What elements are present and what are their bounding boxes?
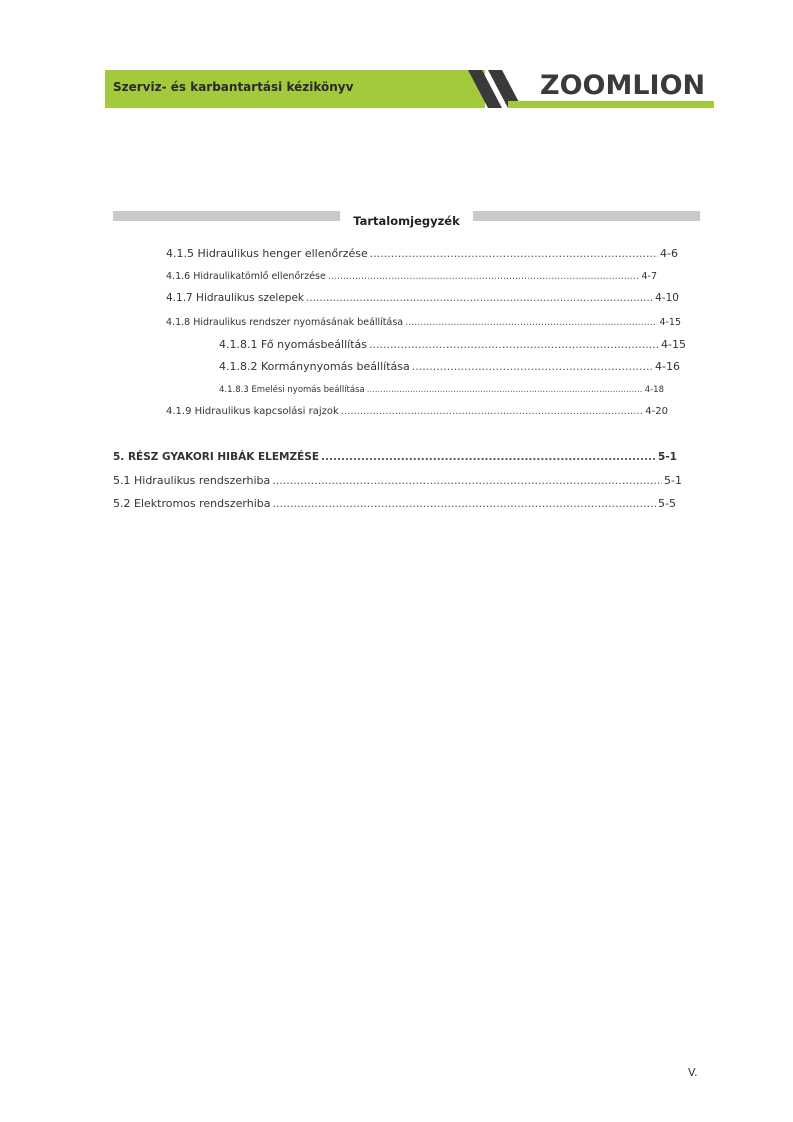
toc-entry-label: 4.1.8.2 Kormánynyomás beállítása (219, 360, 410, 373)
toc-entry-leader (341, 406, 644, 417)
brand-logo: ZOOMLION (540, 70, 706, 101)
toc-entry-leader (328, 271, 640, 282)
toc-entry[interactable] (166, 317, 681, 328)
toc-entry[interactable] (166, 292, 679, 304)
toc-entry-label: 4.1.5 Hidraulikus henger ellenőrzése (166, 247, 368, 260)
toc-entry-label: 4.1.9 Hidraulikus kapcsolási rajzok (166, 406, 339, 417)
toc-entry-page: 5-1 (664, 474, 682, 487)
toc-entry[interactable] (113, 497, 676, 510)
toc-entry-leader (370, 247, 658, 260)
toc-entry-leader (367, 385, 643, 395)
toc-entry-page: 4-20 (645, 406, 668, 417)
toc-entry-leader (405, 317, 657, 328)
toc-entry-label: 4.1.7 Hidraulikus szelepek (166, 292, 305, 304)
toc-entry-leader (369, 338, 659, 351)
toc-entry-label: 5.2 Elektromos rendszerhiba (113, 497, 271, 510)
toc-entry-page: 4-6 (660, 247, 678, 260)
toc-entry-page: 4-7 (641, 271, 657, 282)
manual-title: Szerviz- és karbantartási kézikönyv (113, 80, 354, 94)
toc-entry[interactable] (166, 271, 657, 282)
toc-divider-left (113, 211, 340, 221)
toc-entry-label: 4.1.8 Hidraulikus rendszer nyomásának beállítása (166, 317, 404, 328)
toc-entry-leader (273, 497, 657, 510)
toc-entry[interactable] (219, 385, 664, 395)
toc-entry-leader (412, 360, 653, 373)
toc-entry-page: 4-10 (655, 292, 679, 304)
toc-entry-label: 4.1.6 Hidraulikatömlő ellenőrzése (166, 271, 326, 282)
toc-entry[interactable] (166, 406, 668, 417)
logo-underline (508, 101, 714, 108)
toc-entry[interactable] (113, 474, 682, 487)
toc-entry-label: 5.1 Hidraulikus rendszerhiba (113, 474, 271, 487)
toc-entry-label: 5. RÉSZ GYAKORI HIBÁK ELEMZÉSE (113, 451, 320, 463)
toc-title: Tartalomjegyzék (353, 214, 460, 228)
toc-entry-part[interactable] (113, 451, 677, 463)
toc-entry-leader (321, 451, 656, 463)
toc-divider-right (473, 211, 700, 221)
toc-entry-page: 5-5 (658, 497, 676, 510)
toc-entry-page: 4-16 (655, 360, 680, 373)
page-number: V. (688, 1066, 698, 1079)
toc-entry-page: 4-18 (644, 385, 664, 395)
toc-entry[interactable] (219, 338, 686, 351)
toc-entry-page: 4-15 (659, 317, 681, 328)
toc-entry-page: 4-15 (661, 338, 686, 351)
toc-entry-label: 4.1.8.1 Fő nyomásbeállítás (219, 338, 367, 351)
toc-entry-label: 4.1.8.3 Emelési nyomás beállítása (219, 385, 365, 395)
toc-entry-page: 5-1 (658, 451, 677, 463)
toc-entry[interactable] (166, 247, 678, 260)
toc-entry-leader (306, 292, 653, 304)
toc-entry[interactable] (219, 360, 680, 373)
toc-entry-leader (272, 474, 662, 487)
